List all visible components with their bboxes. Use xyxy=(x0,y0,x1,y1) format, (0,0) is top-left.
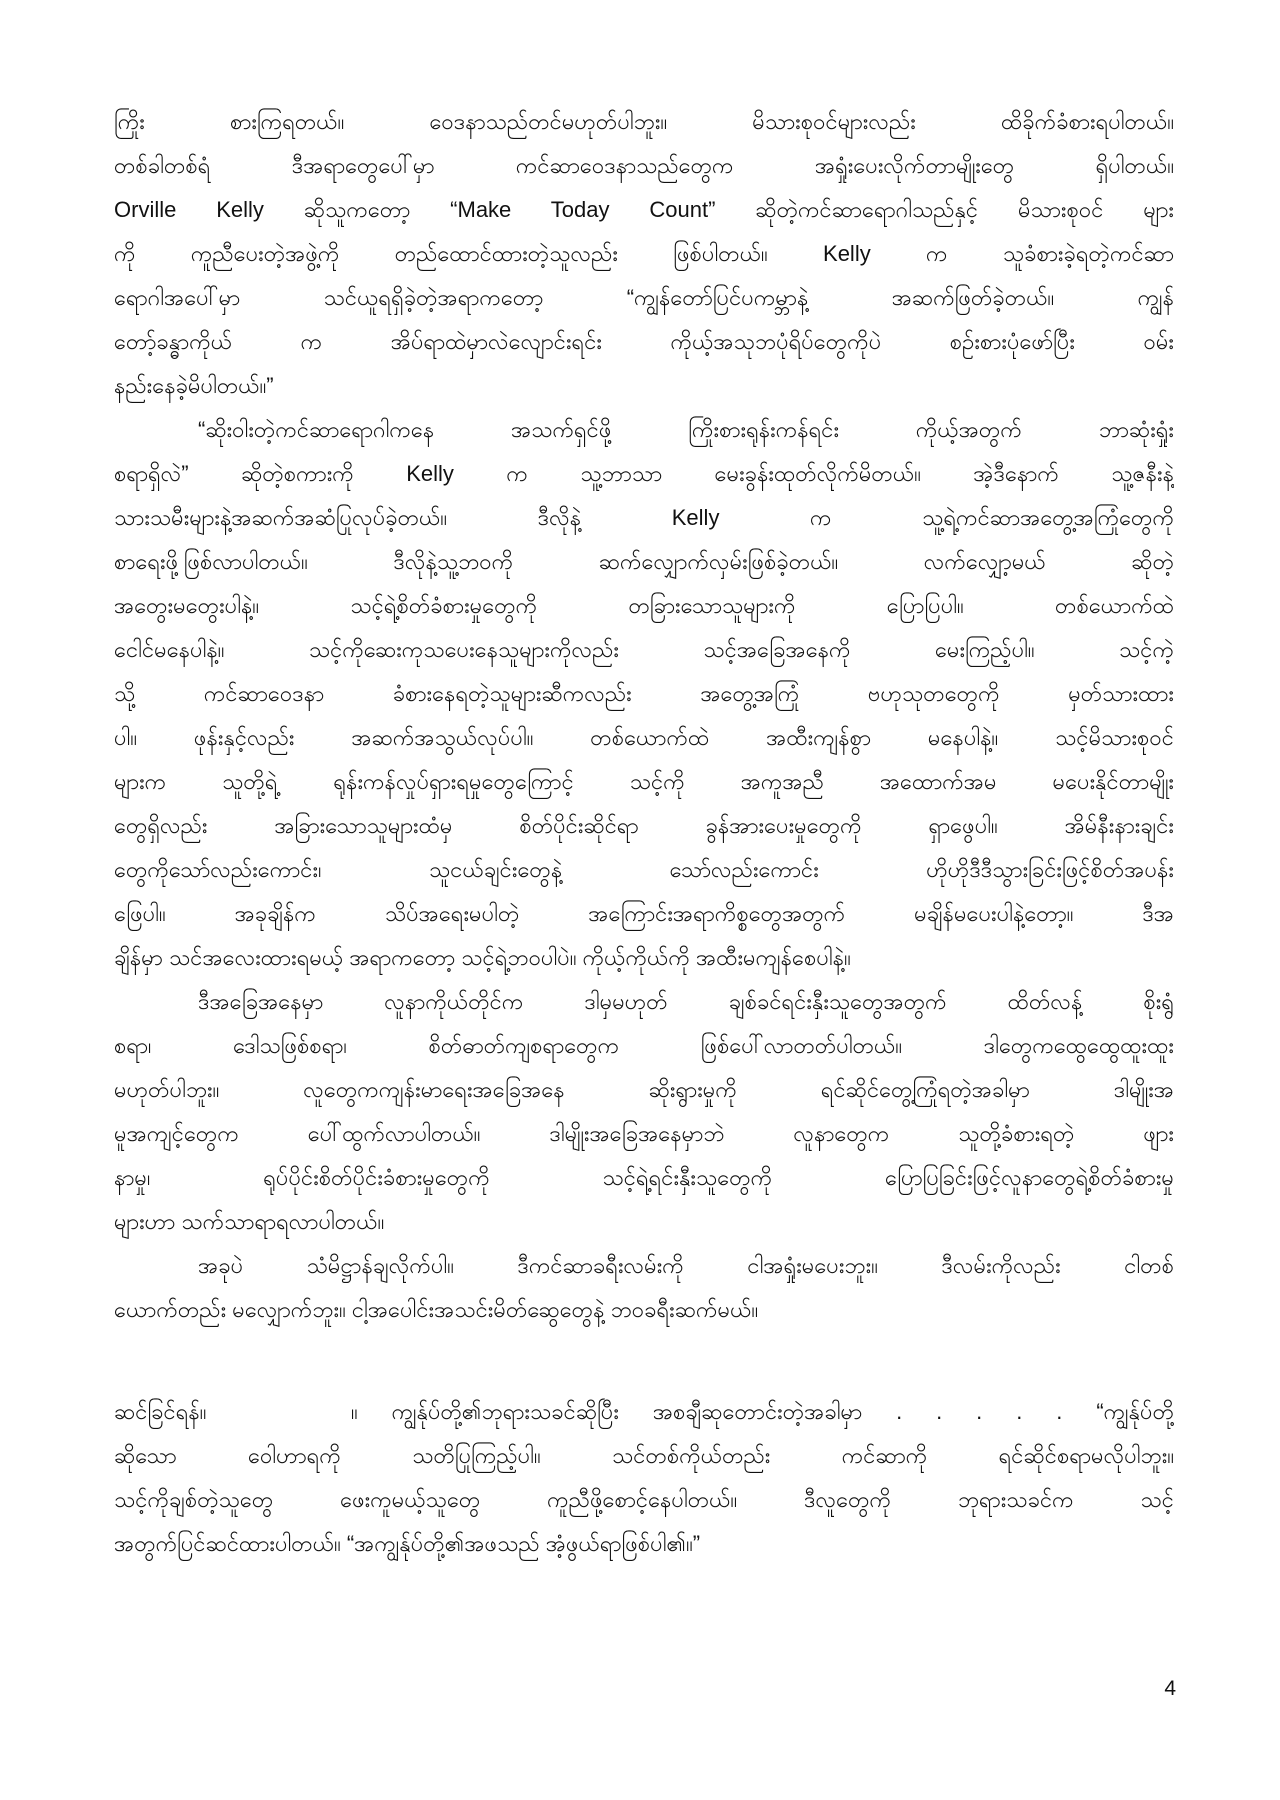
reflection-text: ။ ကျွန်ုပ်တို့၏ဘုရားသခင်ဆိုပြီး အစချီဆုတောင်းတဲ့အခါမှာ . . . . . “ကျွန်ုပ်တို့ xyxy=(351,1399,1174,1424)
reflection-paragraph xyxy=(114,1390,1174,1566)
text-line: ရောဂါအပေါ်မှာ သင်ယူရရှိခဲ့တဲ့အရာကတော့ “ကျွန်တော်ပြင်ပကမ္ဘာနဲ့ အဆက်ဖြတ်ခဲ့တယ်။ ကျွန် xyxy=(114,285,1174,310)
text-line: အခုပဲ သံမိဋ္ဌာန်ချလိုက်ပါ။ ဒီကင်ဆာခရီးလမ်းကို ငါအရှုံးမပေးဘူး။ ဒီလမ်းကိုလည်း ငါတစ် xyxy=(198,1253,1174,1278)
paragraph xyxy=(114,100,1174,408)
text-line: စရာ၊ ဒေါသဖြစ်စရာ၊ စိတ်ဓာတ်ကျစရာတွေက ဖြစ်ပေါ်လာတတ်ပါတယ်။ ဒါတွေကထွေထွေထူးထူး xyxy=(114,1033,1174,1058)
text-line: တစ်ခါတစ်ရံ ဒီအရာတွေပေါ်မှာ ကင်ဆာဝေဒနာသည်တွေက အရှုံးပေးလိုက်တာမျိုးတွေ ရှိပါတယ်။ xyxy=(114,153,1174,178)
text-line: ပါ။ ဖုန်းနှင့်လည်း အဆက်အသွယ်လုပ်ပါ။ တစ်ယောက်ထဲ အထီးကျန်စွာ မနေပါနဲ့။ သင့်မိသားစုဝင် xyxy=(114,725,1174,750)
text-line: မဟုတ်ပါဘူး။ လူတွေကကျန်းမာရေးအခြေအနေ ဆိုးရွားမှုကို ရင်ဆိုင်တွေ့ကြုံရတဲ့အခါမှာ ဒါမျိုးအ xyxy=(114,1077,1174,1102)
page-number: 4 xyxy=(1164,1677,1176,1700)
text-line: သင့်ကိုချစ်တဲ့သူတွေ ဖေးကူမယ့်သူတွေ ကူညီဖို့စောင့်နေပါတယ်။ ဒီလူတွေကို ဘုရားသခင်က သင့် xyxy=(114,1487,1174,1512)
text-line: နာမှု၊ ရုပ်ပိုင်းစိတ်ပိုင်းခံစားမှုတွေကို သင့်ရဲ့ရင်းနှီးသူတွေကို ပြောပြခြင်းဖြင့်လူနာတွေရဲ့စိတ်ခံစားမှု xyxy=(114,1165,1174,1190)
text-line xyxy=(114,1390,1174,1434)
text-line: အတွေးမတွေးပါနဲ့။ သင့်ရဲ့စိတ်ခံစားမှုတွေကို တခြားသောသူများကို ပြောပြပါ။ တစ်ယောက်ထဲ xyxy=(114,593,1174,618)
text-line: စရာရှိလဲ” ဆိုတဲ့စကားကို Kelly က သူ့ဘာသာ မေးခွန်းထုတ်လိုက်မိတယ်။ အဲ့ဒီနောက် သူ့ဇနီးနဲ့ xyxy=(114,461,1174,486)
text-line: Orville Kelly ဆိုသူကတော့ “Make Today Count” ဆိုတဲ့ကင်ဆာရောဂါသည်နှင့် မိသားစုဝင် များ xyxy=(114,197,1174,222)
text-line: သို့ ကင်ဆာဝေဒနာ ခံစားနေရတဲ့သူများဆီကလည်း အတွေ့အကြုံ ဗဟုသုတတွေကို မှတ်သားထား xyxy=(114,681,1174,706)
text-line: အတွက်ပြင်ဆင်ထားပါတယ်။ “အကျွန်ုပ်တို့၏အဖသည် အံ့ဖွယ်ရာဖြစ်ပါ၏။” xyxy=(114,1531,701,1556)
text-line: ကို ကူညီပေးတဲ့အဖွဲ့ကို တည်ထောင်ထားတဲ့သူလည်း ဖြစ်ပါတယ်။ Kelly က သူခံစားခဲ့ရတဲ့ကင်ဆာ xyxy=(114,241,1174,266)
text-line: စာရေးဖို့ဖြစ်လာပါတယ်။ ဒီလိုနဲ့သူ့ဘဝကို ဆက်လျှောက်လှမ်းဖြစ်ခဲ့တယ်။ လက်လျှော့မယ် ဆိုတဲ့ xyxy=(114,549,1174,574)
text-line: သားသမီးများနဲ့အဆက်အဆံပြုလုပ်ခဲ့တယ်။ ဒီလိုနဲ့ Kelly က သူ့ရဲ့ကင်ဆာအတွေ့အကြုံတွေကို xyxy=(114,505,1174,530)
text-line: ငေါင်မနေပါနဲ့။ သင့်ကိုဆေးကုသပေးနေသူများကိုလည်း သင့်အခြေအနေကို မေးကြည့်ပါ။ သင့်ကဲ့ xyxy=(114,637,1174,662)
text-line: ဒီအခြေအနေမှာ လူနာကိုယ်တိုင်က ဒါမှမဟုတ် ချစ်ခင်ရင်းနှီးသူတွေအတွက် ထိတ်လန့် စိုးရွံ့ xyxy=(198,989,1174,1014)
text-line: ယောက်တည်း မလျှောက်ဘူး။ ငါ့အပေါင်းအသင်းမိတ်ဆွေတွေနဲ့ ဘဝခရီးဆက်မယ်။ xyxy=(114,1297,759,1322)
text-line: များဟာ သက်သာရာရလာပါတယ်။ xyxy=(114,1209,385,1234)
text-line: ချိန်မှာ သင်အလေးထားရမယ့် အရာကတော့ သင့်ရဲ့ဘဝပါပဲ။ ကိုယ့်ကိုယ်ကို အထီးမကျန်စေပါနဲ့။ xyxy=(114,945,851,970)
text-line: ကြိုး စားကြရတယ်။ ဝေဒနာသည်တင်မဟုတ်ပါဘူး။ မိသားစုဝင်များလည်း ထိခိုက်ခံစားရပါတယ်။ xyxy=(114,109,1174,134)
text-line: တွေရှိလည်း အခြားသောသူများထံမှ စိတ်ပိုင်းဆိုင်ရာ ခွန်အားပေးမှုတွေကို ရှာဖွေပါ။ အိမ်နီးနားချင်း xyxy=(114,813,1174,838)
reflection-label: ဆင်ခြင်ရန်။ xyxy=(114,1399,207,1424)
text-line: မူအကျင့်တွေက ပေါ်ထွက်လာပါတယ်။ ဒါမျိုးအခြေအနေမှာဘဲ လူနာတွေက သူတို့ခံစားရတဲ့ ဖျား xyxy=(114,1121,1174,1146)
paragraph xyxy=(114,408,1174,980)
text-line: တွေကိုသော်လည်းကောင်း၊ သူငယ်ချင်းတွေနဲ့ သော်လည်းကောင်း ဟိုဟိုဒီဒီသွားခြင်းဖြင့်စိတ်အပန်း xyxy=(114,857,1174,882)
text-line: “ဆိုးဝါးတဲ့ကင်ဆာရောဂါကနေ အသက်ရှင်ဖို့ ကြိုးစားရုန်းကန်ရင်း ကိုယ့်အတွက် ဘာဆုံးရှုံး xyxy=(198,417,1174,442)
text-line: ဖြေပါ။ အခုချိန်က သိပ်အရေးမပါတဲ့ အကြောင်းအရာကိစ္စတွေအတွက် မချိန်မပေးပါနဲ့တော့။ ဒီအ xyxy=(114,901,1174,926)
paragraph xyxy=(114,980,1174,1244)
text-line: ဆိုသော ဝေါဟာရကို သတိပြုကြည့်ပါ။ သင်တစ်ကိုယ်တည်း ကင်ဆာကို ရင်ဆိုင်စရာမလိုပါဘူး။ xyxy=(114,1443,1174,1468)
text-line: တော့်ခန္ဓာကိုယ် က အိပ်ရာထဲမှာလဲလျောင်းရင်း ကိုယ့်အသုဘပုံရိပ်တွေကိုပဲ စဉ်းစားပုံဖော်ပြီး ဝမ်း xyxy=(114,329,1174,354)
paragraph xyxy=(114,1244,1174,1332)
body-text xyxy=(114,100,1174,1566)
text-line: နည်းနေခဲ့မိပါတယ်။” xyxy=(114,373,274,398)
text-line: များက သူတို့ရဲ့ ရုန်းကန်လှုပ်ရှားရမှုတွေကြောင့် သင့်ကို အကူအညီ အထောက်အမ မပေးနိုင်တာမျိုး xyxy=(114,769,1174,794)
